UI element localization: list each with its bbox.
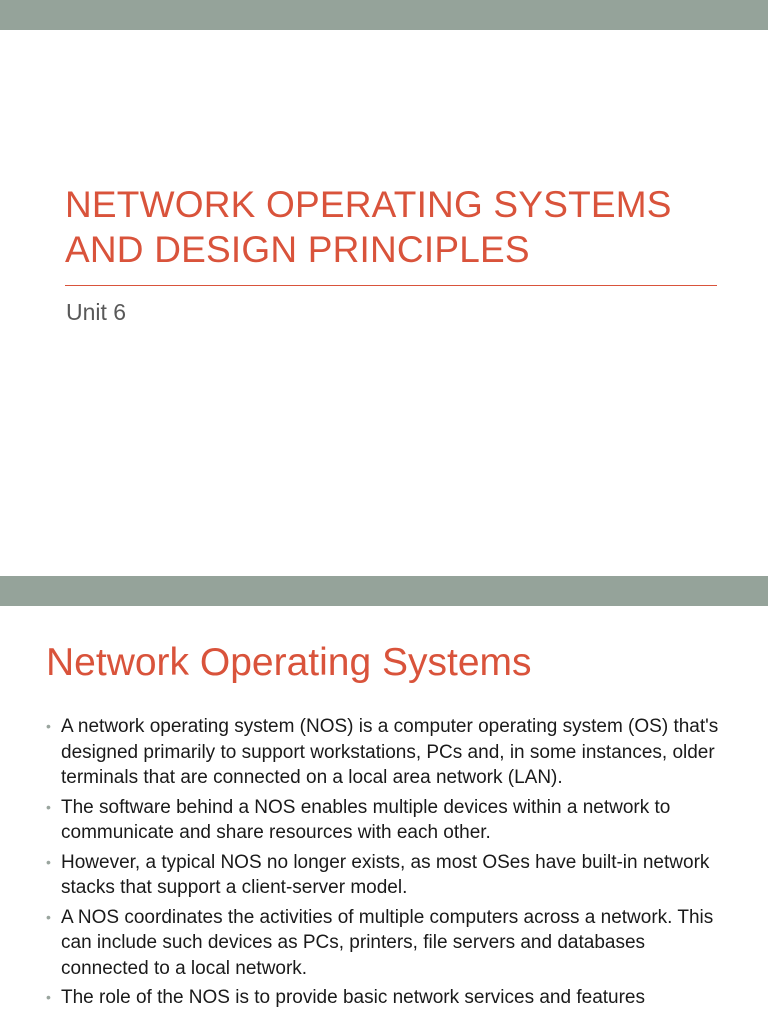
bullet-item bbox=[46, 795, 736, 846]
bullet-marker: • bbox=[46, 908, 51, 925]
bullet-item bbox=[46, 905, 736, 982]
slide-title-line-1: NETWORK OPERATING SYSTEMS bbox=[65, 184, 672, 225]
bullet-item bbox=[46, 985, 736, 1011]
bullet-marker: • bbox=[46, 989, 51, 1005]
bullet-item bbox=[46, 850, 736, 901]
slide-title bbox=[65, 182, 725, 272]
top-band bbox=[0, 576, 768, 606]
bullet-marker: • bbox=[46, 853, 51, 870]
content-slide bbox=[0, 576, 768, 1024]
title-divider bbox=[65, 285, 717, 286]
bullet-item bbox=[46, 714, 736, 791]
top-band bbox=[0, 0, 768, 30]
slide-subtitle: Unit 6 bbox=[66, 299, 127, 325]
bullet-text: The role of the NOS is to provide basic network services and features bbox=[61, 987, 645, 1008]
bullet-text: A NOS coordinates the activities of multiple computers across a network. This can include such devices as PCs, printers, file servers and databases connected to a local network. bbox=[61, 906, 714, 979]
bullet-text: A network operating system (NOS) is a computer operating system (OS) that's designed primarily to support workstations, PCs and, in some instances, older terminals that are connected on a local area network (LAN). bbox=[61, 716, 719, 788]
bullet-marker: • bbox=[46, 718, 51, 734]
bullet-text: The software behind a NOS enables multiple devices within a network to communicate and share resources with each other. bbox=[61, 796, 671, 843]
content-slide-title: Network Operating Systems bbox=[46, 641, 532, 684]
bullet-marker: • bbox=[46, 798, 51, 815]
bullet-text: However, a typical NOS no longer exists, as most OSes have built-in network stacks that support a client-server model. bbox=[61, 851, 710, 898]
slide-title-line-2: AND DESIGN PRINCIPLES bbox=[65, 229, 530, 270]
bullet-list bbox=[46, 714, 736, 1015]
